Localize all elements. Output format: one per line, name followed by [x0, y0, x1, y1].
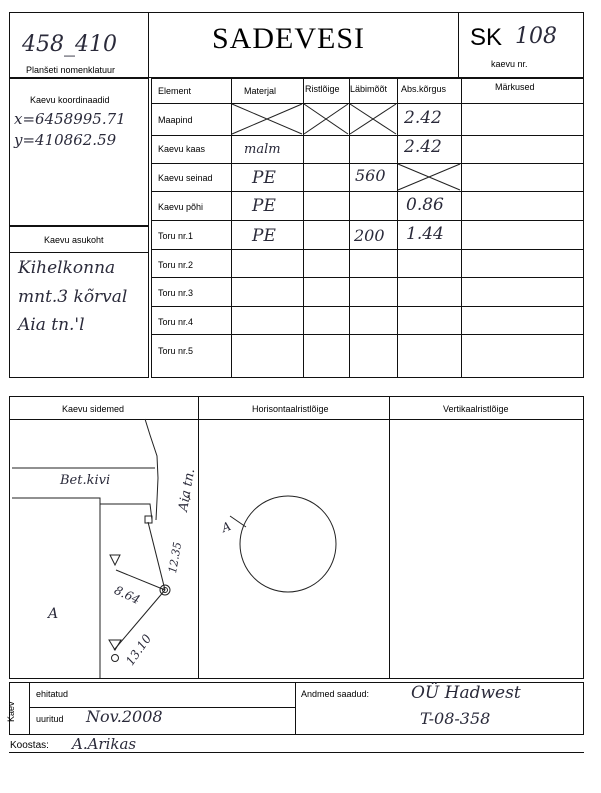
header-divider-2	[458, 12, 459, 78]
horizontal-section-label: Horisontaalristlõige	[252, 404, 329, 414]
table-col-divider	[303, 78, 304, 378]
sketch-divider-2	[389, 396, 390, 679]
cell-material: PE	[252, 226, 276, 246]
tie-building-note: Bet.kivi	[60, 473, 111, 488]
tie-dimension-2: 8.64	[112, 583, 143, 607]
table-row-divider	[151, 334, 584, 335]
surveyed-value: Nov.2008	[86, 707, 163, 726]
data-source-label: Andmed saadud:	[301, 689, 370, 699]
page-title: SADEVESI	[212, 22, 366, 55]
sketch-divider-1	[198, 396, 199, 679]
table-row-divider	[151, 220, 584, 221]
surveyed-label: uuritud	[36, 714, 64, 724]
location-line-1: Kihelkonna	[18, 258, 116, 278]
table-header-diameter: Läbimõõt	[350, 84, 388, 94]
cell-material: PE	[252, 168, 276, 188]
table-header-notes: Märkused	[495, 82, 535, 92]
table-row-element: Toru nr.2	[158, 260, 194, 270]
table-row-divider	[151, 163, 584, 164]
tie-dimension-1: 12.35	[166, 540, 185, 575]
data-source-value-1: OÜ Hadwest	[411, 683, 521, 703]
table-row-element: Kaevu seinad	[158, 173, 213, 183]
table-col-divider	[397, 78, 398, 378]
cell-abs: 2.42	[404, 108, 442, 128]
footer-divider-side	[29, 682, 30, 735]
location-label: Kaevu asukoht	[44, 235, 104, 245]
vertical-section-label: Vertikaalristlõige	[443, 404, 509, 414]
table-row-element: Toru nr.3	[158, 288, 194, 298]
table-row-divider	[151, 277, 584, 278]
sketch-frame	[9, 396, 584, 679]
table-row-element: Toru nr.5	[158, 346, 194, 356]
coordinates-label: Kaevu koordinaadid	[30, 95, 110, 105]
coordinate-y: y=410862.59	[14, 131, 117, 149]
table-row-element: Kaevu kaas	[158, 144, 206, 154]
sketch-header-underline	[9, 419, 584, 420]
header-divider-1	[148, 12, 149, 78]
table-row-element: Toru nr.4	[158, 317, 194, 327]
table-header-cross: Ristlõige	[305, 84, 340, 94]
footer-divider-mid	[295, 682, 296, 735]
table-header-material: Materjal	[244, 86, 277, 96]
cell-abs: 2.42	[404, 137, 442, 157]
table-row-divider	[151, 103, 584, 104]
table-row-divider	[151, 249, 584, 250]
cell-diameter: 200	[354, 226, 385, 245]
nomenclature-value: 458_410	[22, 32, 117, 57]
cell-material: PE	[252, 196, 276, 216]
table-header-element: Element	[158, 86, 192, 96]
coordinate-x: x=6458995.71	[14, 110, 126, 128]
well-label: kaevu nr.	[491, 59, 528, 69]
well-number: 108	[515, 24, 557, 49]
nomenclature-label: Planšeti nomenklatuur	[26, 65, 116, 75]
table-row-element: Maapind	[158, 115, 193, 125]
table-row-element: Toru nr.1	[158, 231, 194, 241]
tie-dimension-3: 13.10	[123, 631, 155, 669]
author-label: Koostas:	[10, 740, 49, 751]
table-col-divider	[461, 78, 462, 378]
well-prefix: SK	[470, 24, 503, 51]
cell-abs: 0.86	[406, 195, 444, 215]
cell-diameter: 560	[355, 166, 386, 185]
ties-label: Kaevu sidemed	[62, 404, 125, 414]
horizontal-mark-a: A	[219, 518, 233, 536]
table-row-divider	[151, 191, 584, 192]
built-label: ehitatud	[36, 689, 69, 699]
tie-street-note: Aia tn.	[176, 467, 199, 513]
footer-side-label: Kaev	[6, 701, 16, 722]
cell-abs: 1.44	[406, 224, 444, 244]
table-col-divider	[231, 78, 232, 378]
cell-material: malm	[244, 142, 281, 157]
author-value: A.Arikas	[72, 735, 137, 753]
location-line-2: mnt.3 kõrval	[18, 287, 128, 307]
location-label-underline	[9, 252, 149, 253]
data-source-value-2: T-08-358	[420, 709, 491, 728]
table-header-abs: Abs.kõrgus	[401, 84, 447, 94]
table-row-divider	[151, 306, 584, 307]
location-line-3: Aia tn.'l	[18, 315, 85, 335]
tie-mark-a: A	[48, 606, 59, 622]
table-row-element: Kaevu põhi	[158, 202, 204, 212]
table-col-divider	[349, 78, 350, 378]
table-row-divider	[151, 135, 584, 136]
